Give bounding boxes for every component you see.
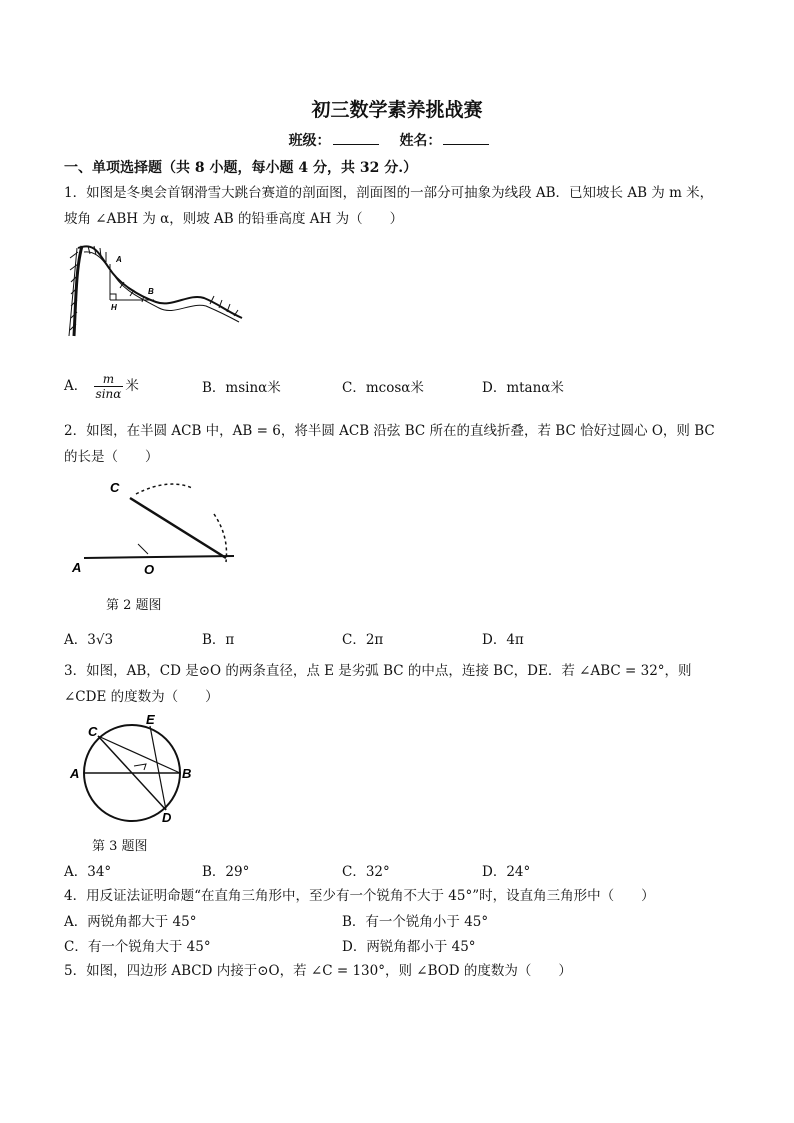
page-title: 初三数学素养挑战赛 <box>311 99 483 121</box>
q4-option-a[interactable] <box>64 910 196 930</box>
option-text: 24° <box>506 864 531 880</box>
option-unit: 米 <box>125 378 139 394</box>
q3-fig-label-b: B <box>182 766 192 781</box>
q1-fig-label-a: A <box>116 255 122 264</box>
q2-fig-label-o: O <box>144 562 155 577</box>
q2-option-d[interactable] <box>482 628 524 648</box>
option-key: D． <box>342 939 367 955</box>
q4-option-c[interactable] <box>64 935 211 955</box>
q2-option-c[interactable] <box>342 628 383 648</box>
name-label: 姓名： <box>399 133 442 149</box>
option-text: mtanα米 <box>506 380 564 396</box>
q2-line1: 2．如图，在半圆 ACB 中，AB = 6，将半圆 ACB 沿弦 BC 所在的直线折叠，若 BC 恰好过圆心 O，则 BC <box>64 423 715 439</box>
name-blank <box>443 131 489 145</box>
option-key: B． <box>202 864 226 880</box>
q1-option-d[interactable] <box>482 376 564 396</box>
q3-stem <box>64 658 736 710</box>
option-text: π <box>225 632 235 648</box>
option-key: D． <box>482 380 507 396</box>
q3-fig-label-c: C <box>88 724 98 739</box>
q2-option-b[interactable] <box>202 628 234 648</box>
q3-caption: 第 3 题图 <box>92 839 148 854</box>
option-key: A． <box>64 864 88 880</box>
option-text: 两锐角都大于 45° <box>87 914 197 930</box>
option-text: 两锐角都小于 45° <box>366 939 476 955</box>
q2-fig-label-c: C <box>110 480 120 495</box>
q2-fig-label-a: A <box>72 560 82 575</box>
option-key: B． <box>202 632 226 648</box>
q3-option-c[interactable] <box>342 860 390 880</box>
q1-fig-label-b: B <box>148 287 154 296</box>
q2-options <box>64 628 744 650</box>
q4-stem: 4．用反证法证明命题“在直角三角形中，至少有一个锐角不大于 45°”时，设直角三角形中（ ） <box>64 888 655 904</box>
option-key: C． <box>342 380 366 396</box>
q1-stem <box>64 180 736 232</box>
option-key: A． <box>64 378 88 394</box>
option-text: 34° <box>87 864 112 880</box>
q1-fig-label-h: H <box>111 303 117 312</box>
q1-line2: 坡角 ∠ABH 为 α，则坡 AB 的铅垂高度 AH 为（ ） <box>64 211 404 227</box>
q1-figure <box>64 238 249 343</box>
q3-figure <box>64 714 204 826</box>
option-text: 4π <box>506 632 524 648</box>
q4-option-b[interactable] <box>342 910 488 930</box>
q2-line2: 的长是（ ） <box>64 449 159 465</box>
class-blank <box>333 131 379 145</box>
option-key: D． <box>482 864 507 880</box>
q3-fig-label-d: D <box>162 810 172 825</box>
q3-options <box>64 860 744 882</box>
student-info <box>0 130 794 150</box>
option-key: D． <box>482 632 507 648</box>
option-text: 有一个锐角小于 45° <box>365 914 489 930</box>
option-text: 有一个锐角大于 45° <box>87 939 211 955</box>
option-key: A． <box>64 632 88 648</box>
q3-option-a[interactable] <box>64 860 111 880</box>
option-text: 29° <box>225 864 250 880</box>
q2-figure <box>64 474 249 584</box>
option-key: C． <box>342 632 366 648</box>
q2-option-a[interactable] <box>64 628 113 648</box>
q5-stem: 5．如图，四边形 ABCD 内接于⊙O，若 ∠C = 130°，则 ∠BOD 的度数为（ ） <box>64 963 572 979</box>
option-key: B． <box>342 914 366 930</box>
q4-options <box>64 910 744 960</box>
q3-fig-label-a: A <box>70 766 80 781</box>
option-text: msinα米 <box>225 380 281 396</box>
option-key: C． <box>342 864 366 880</box>
option-text: mcosα米 <box>365 380 424 396</box>
q4-option-d[interactable] <box>342 935 476 955</box>
fraction-numerator: m <box>94 372 124 387</box>
q2-caption: 第 2 题图 <box>106 598 162 613</box>
class-label: 班级： <box>288 133 331 149</box>
q1-option-a[interactable] <box>64 372 139 401</box>
option-key: B． <box>202 380 226 396</box>
fraction-denominator: sinα <box>95 387 122 401</box>
q3-line2: ∠CDE 的度数为（ ） <box>64 689 219 705</box>
q1-options <box>64 372 744 406</box>
q1-option-c[interactable] <box>342 376 424 396</box>
q3-fig-label-e: E <box>146 714 155 727</box>
option-text: 32° <box>365 864 390 880</box>
option-key: C． <box>64 939 88 955</box>
option-text: 2π <box>365 632 384 648</box>
q3-option-d[interactable] <box>482 860 530 880</box>
fraction <box>94 372 124 401</box>
section-heading: 一、单项选择题（共 8 小题，每小题 4 分，共 32 分.） <box>64 160 418 176</box>
option-key: A． <box>64 914 88 930</box>
q2-stem <box>64 418 736 470</box>
q1-option-b[interactable] <box>202 376 281 396</box>
q1-line1: 1．如图是冬奥会首钢滑雪大跳台赛道的剖面图，剖面图的一部分可抽象为线段 AB．已知坡长 AB 为 m 米， <box>64 185 714 201</box>
q3-line1: 3．如图，AB，CD 是⊙O 的两条直径，点 E 是劣弧 BC 的中点，连接 BC，DE．若 ∠ABC = 32°，则 <box>64 663 692 679</box>
option-text: 3√3 <box>87 632 114 648</box>
q3-option-b[interactable] <box>202 860 249 880</box>
